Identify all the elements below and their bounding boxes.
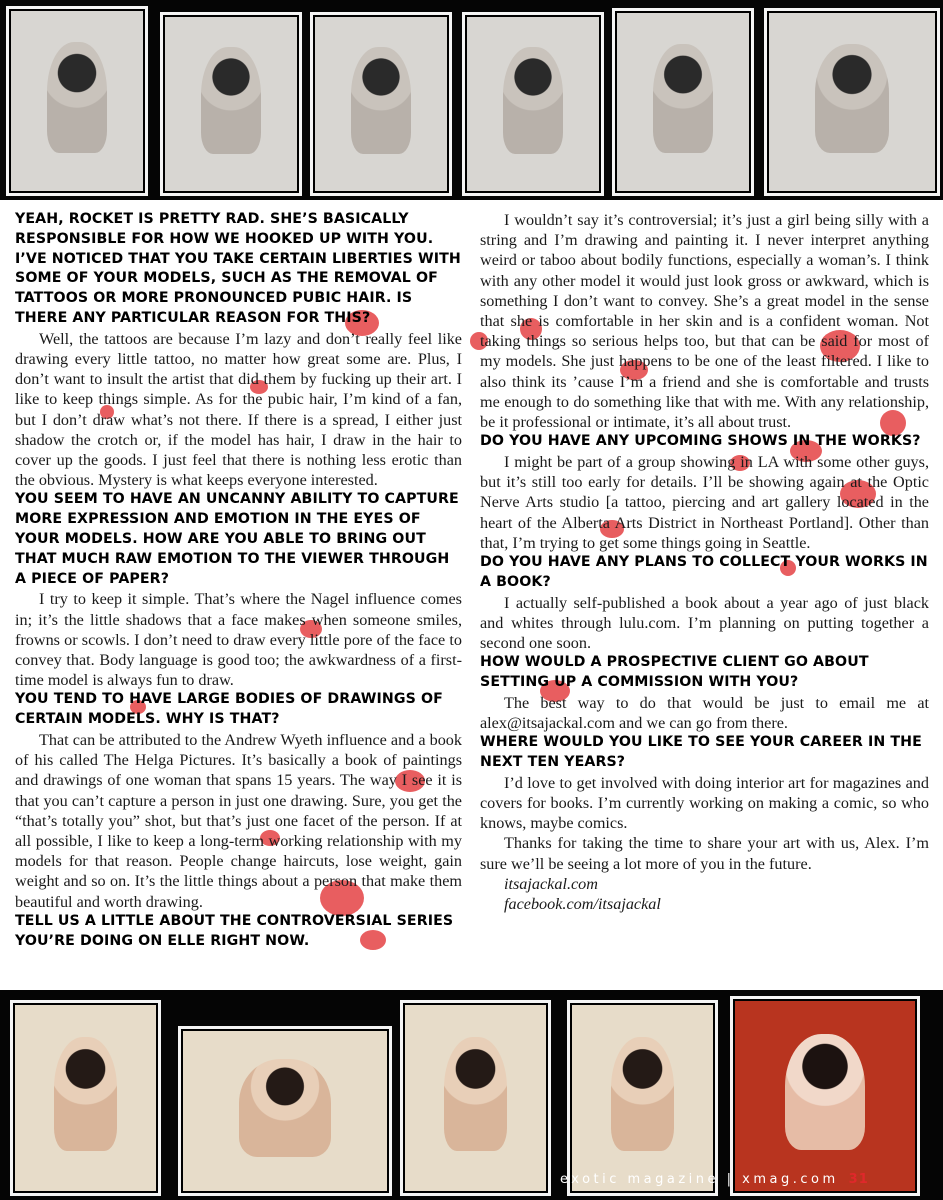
artwork-thumbnail bbox=[400, 1000, 551, 1196]
interview-question: DO YOU HAVE ANY PLANS TO COLLECT YOUR WORKS IN A BOOK? bbox=[480, 554, 928, 590]
artwork-thumbnail bbox=[6, 6, 148, 196]
interview-question: YOU TEND TO HAVE LARGE BODIES OF DRAWINGS OF CERTAIN MODELS. WHY IS THAT? bbox=[15, 691, 443, 728]
interview-question: HOW WOULD A PROSPECTIVE CLIENT GO ABOUT SETTING UP A COMMISSION WITH YOU? bbox=[480, 654, 869, 691]
magazine-name: exotic magazine | xmag.com bbox=[560, 1172, 839, 1187]
artwork-thumbnail bbox=[10, 1000, 161, 1196]
top-artwork-strip bbox=[0, 0, 943, 200]
artwork-thumbnail bbox=[612, 8, 754, 196]
interview-question: DO YOU HAVE ANY UPCOMING SHOWS IN THE WORKS? bbox=[480, 433, 921, 450]
interview-question: WHERE WOULD YOU LIKE TO SEE YOUR CAREER IN THE NEXT TEN YEARS? bbox=[480, 734, 922, 771]
interview-answer: I’d love to get involved with doing interior art for magazines and covers for books. I’m currently working on making a comic, so who knows, maybe comics. bbox=[480, 773, 929, 833]
artwork-thumbnail bbox=[178, 1026, 392, 1196]
article-left-column bbox=[15, 210, 462, 951]
artwork-thumbnail bbox=[462, 12, 604, 196]
interview-answer: I might be part of a group showing in LA with some other guys, but it’s still too early for details. I’ll be showing again at the Optic Nerve Arts studio [a tattoo, piercing and art gallery located in the heart of the Alberta Arts District in Northeast Portland]. Other than that, I’m trying to get some things going in Seattle. bbox=[480, 453, 929, 552]
interview-answer: Well, the tattoos are because I’m lazy and don’t really feel like drawing every little tattoo, no matter how great some are. Plus, I don’t want to insult the artist that did them by fucking up their art. I like to keep things simple. As for the pubic hair, I’m kind of a fan, but I don’t draw what’s not there. If there is a spread, I either just shadow the crotch or, if the model has hair, I draw in the hair to cover up the goods. I just feel that there is nothing less erotic than the obvious. Mystery is what keeps everyone interested. bbox=[15, 329, 462, 490]
website-link[interactable]: itsajackal.com bbox=[504, 874, 598, 893]
closing-remark: Thanks for taking the time to share your art with us, Alex. I’m sure we’ll be seeing a lot more of you in the future. bbox=[480, 834, 929, 873]
facebook-link[interactable]: facebook.com/itsajackal bbox=[504, 895, 661, 914]
interview-answer: I try to keep it simple. That’s where the Nagel influence comes in; it’s the little shadows that a face makes when someone smiles, frowns or scowls. I don’t need to draw every little pore of the face to convey that. Body language is good too; the awkwardness of a first-time model is always fun to draw. bbox=[15, 590, 462, 690]
page-footer bbox=[560, 1166, 930, 1194]
artwork-thumbnail bbox=[764, 8, 940, 196]
interview-answer: I actually self-published a book about a year ago of just black and whites through lulu.com. I’m planning on putting together a second one soon. bbox=[480, 593, 929, 653]
interview-answer: That can be attributed to the Andrew Wyeth influence and a book of his called The Helga Pictures. It’s basically a book of paintings and drawings of one woman that spans 15 years. The way I see it is that you can’t capture a person in just one drawing. Sure, you get the “that’s totally you” shot, but that’s just one facet of the person. If at all possible, I like to keep a long-term working relationship with my models for that reason. People change haircuts, lose weight, gain weight and so on. It’s the little things about a person that make them beautiful and worth drawing. bbox=[15, 731, 462, 911]
interview-question: TELL US A LITTLE ABOUT THE CONTROVERSIAL SERIES YOU’RE DOING ON ELLE RIGHT NOW. bbox=[15, 912, 454, 949]
interview-question: YEAH, ROCKET IS PRETTY RAD. SHE’S BASICALLY RESPONSIBLE FOR HOW WE HOOKED UP WITH YOU. I’VE NOTICED THAT YOU TAKE CERTAIN LIBERTIES WITH SOME OF YOUR MODELS, SUCH AS THE REMOVAL OF TATTOOS OR MORE PRONOUNCED PUBIC HAIR. IS THERE ANY PARTICULAR REASON FOR THIS? bbox=[15, 211, 461, 326]
interview-question: YOU SEEM TO HAVE AN UNCANNY ABILITY TO CAPTURE MORE EXPRESSION AND EMOTION IN THE EYES OF YOUR MODELS. HOW ARE YOU ABLE TO BRING OUT THAT MUCH RAW EMOTION TO THE VIEWER THROUGH A PIECE OF PAPER? bbox=[15, 491, 459, 587]
artwork-thumbnail bbox=[160, 12, 302, 196]
interview-answer: The best way to do that would be just to email me at alex@itsajackal.com and we can go from there. bbox=[480, 693, 929, 733]
interview-answer: I wouldn’t say it’s controversial; it’s just a girl being silly with a string and I’m drawing and painting it. I never interpret anything weird or taboo about bodily functions, especially a woman’s. I think with any other model it would just look gross or awkward, which is something I don’t want to convey. She’s a great model in the sense that she is comfortable in her skin and is a confident woman. Not taking things so serious helps too, but that can be said for most of my models. She just happens to be one of the least filtered. I like to also think its ’cause I’m a friend and she is comfortable and trusts me enough to do something like that with me. With any relationship, be it professional or intimate, it’s all about trust. bbox=[480, 211, 929, 432]
article-right-column bbox=[480, 210, 929, 914]
artwork-thumbnail bbox=[310, 12, 452, 196]
page-number: 31 bbox=[848, 1172, 869, 1187]
